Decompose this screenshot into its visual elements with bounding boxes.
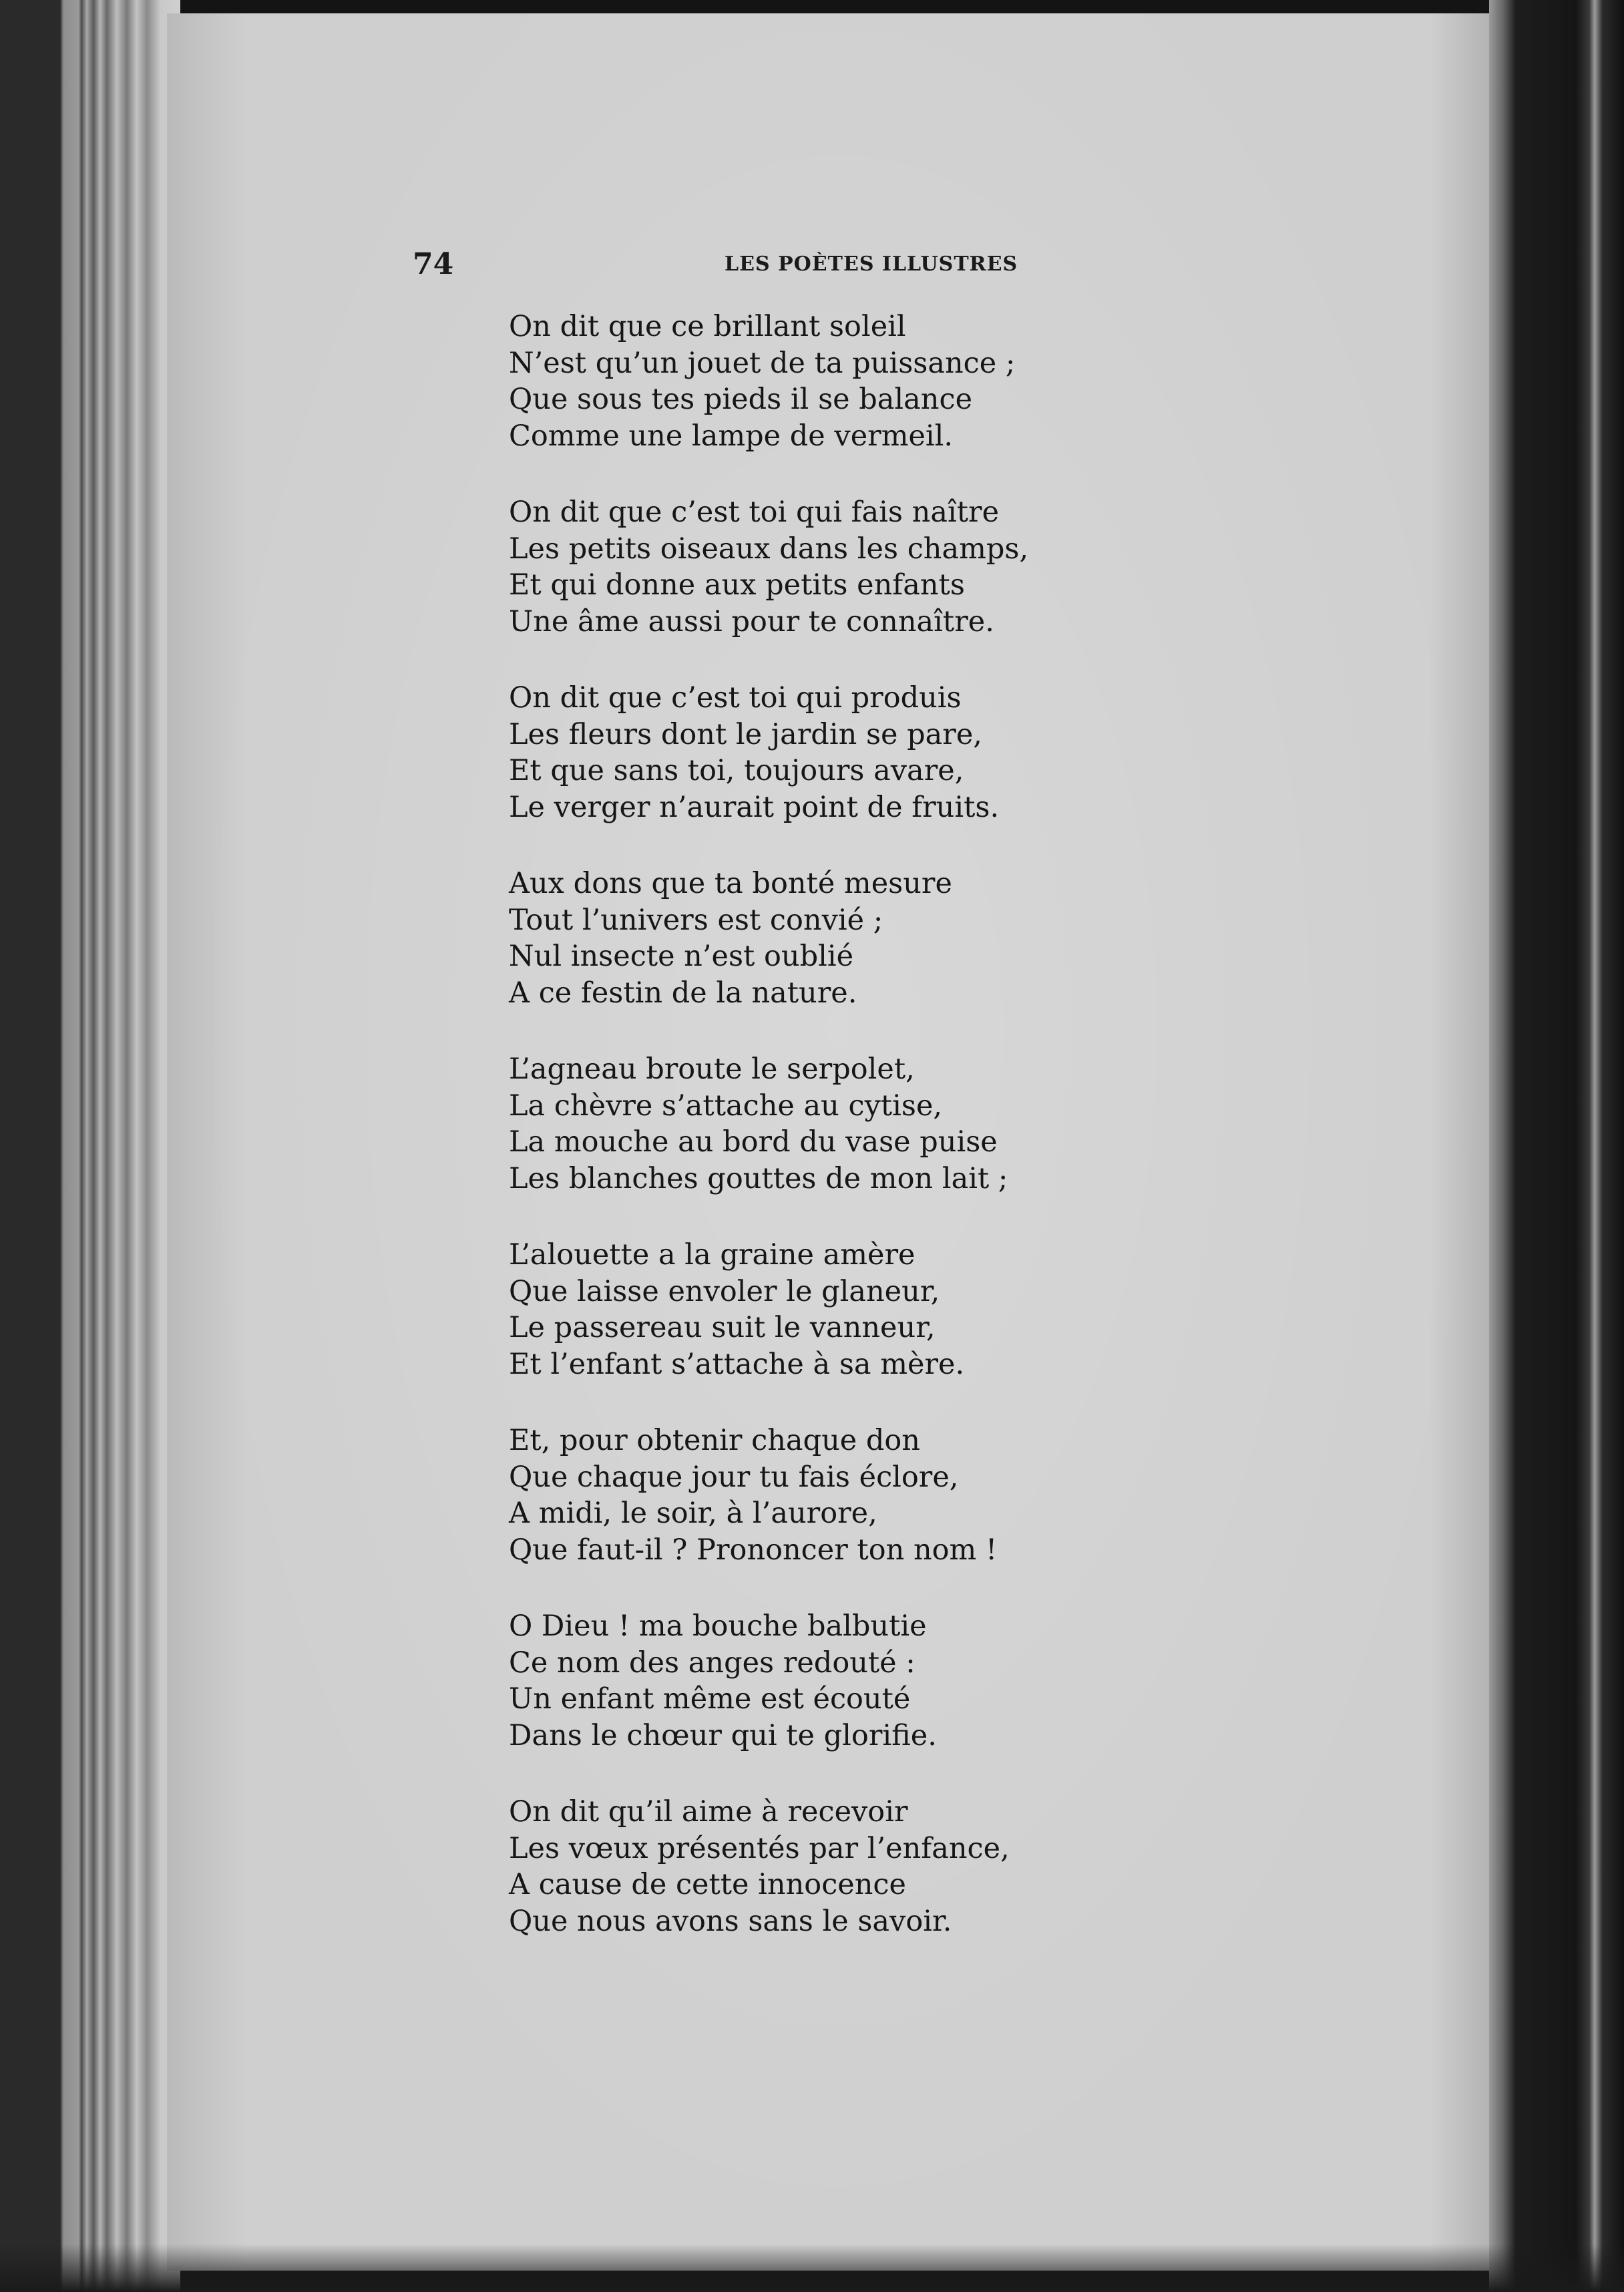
poem-line: Un enfant même est écouté — [509, 1682, 911, 1716]
poem-line: A ce festin de la nature. — [509, 976, 857, 1010]
poem-line: O Dieu ! ma bouche balbutie — [509, 1609, 927, 1643]
stanza — [509, 1237, 1310, 1382]
book-binding-gutter — [1489, 0, 1624, 2292]
poem-line: Et, pour obtenir chaque don — [509, 1424, 921, 1457]
poem-line: L’agneau broute le serpolet, — [509, 1053, 915, 1086]
poem-line: Et qui donne aux petits enfants — [509, 568, 965, 602]
stanza — [509, 1794, 1310, 1939]
poem-line: Une âme aussi pour te connaître. — [509, 604, 994, 638]
poem-line: A cause de cette innocence — [509, 1868, 906, 1901]
poem-line: Comme une lampe de vermeil. — [509, 419, 954, 453]
poem-line: Le verger n’aurait point de fruits. — [509, 790, 1000, 824]
poem-line: On dit qu’il aime à recevoir — [509, 1795, 908, 1829]
stanza — [509, 494, 1310, 640]
poem-line: On dit que c’est toi qui produis — [509, 681, 962, 715]
poem-line: Et que sans toi, toujours avare, — [509, 754, 964, 787]
poem-line: Ce nom des anges redouté : — [509, 1646, 916, 1680]
running-title: LES POÈTES ILLUSTRES — [725, 252, 1018, 276]
stanza — [509, 1422, 1310, 1568]
poem-line: La mouche au bord du vase puise — [509, 1125, 998, 1159]
poem-line: Que sous tes pieds il se balance — [509, 383, 973, 416]
poem-line: L’alouette a la graine amère — [509, 1238, 916, 1272]
poem-line: On dit que ce brillant soleil — [509, 310, 906, 343]
poem-line: Que nous avons sans le savoir. — [509, 1904, 952, 1938]
poem-line: On dit que c’est toi qui fais naître — [509, 496, 1000, 529]
stanza — [509, 309, 1310, 454]
poem-line: N’est qu’un jouet de ta puissance ; — [509, 346, 1016, 380]
poem-body — [509, 309, 1310, 1979]
poem-line: Le passereau suit le vanneur, — [509, 1311, 936, 1344]
page-stack-edges — [0, 0, 180, 2292]
poem-line: Les petits oiseaux dans les champs, — [509, 532, 1029, 566]
poem-line: Nul insecte n’est oublié — [509, 940, 854, 973]
poem-line: Aux dons que ta bonté mesure — [509, 867, 952, 900]
bottom-edge-shadow — [0, 2244, 1624, 2292]
poem-line: Et l’enfant s’attache à sa mère. — [509, 1347, 965, 1381]
poem-line: Les blanches gouttes de mon lait ; — [509, 1161, 1008, 1195]
poem-line: La chèvre s’attache au cytise, — [509, 1089, 943, 1123]
poem-line: Que laisse envoler le glaneur, — [509, 1274, 940, 1308]
poem-line: A midi, le soir, à l’aurore, — [509, 1497, 877, 1530]
stanza — [509, 866, 1310, 1011]
page-number: 74 — [413, 247, 454, 281]
poem-line: Les fleurs dont le jardin se pare, — [509, 717, 982, 751]
poem-line: Que chaque jour tu fais éclore, — [509, 1460, 959, 1494]
stanza — [509, 1051, 1310, 1197]
stanza — [509, 1608, 1310, 1754]
poem-line: Les vœux présentés par l’enfance, — [509, 1831, 1010, 1865]
poem-line: Tout l’univers est convié ; — [509, 903, 883, 937]
poem-line: Que faut-il ? Prononcer ton nom ! — [509, 1533, 998, 1567]
poem-line: Dans le chœur qui te glorifie. — [509, 1718, 937, 1752]
stanza — [509, 680, 1310, 825]
